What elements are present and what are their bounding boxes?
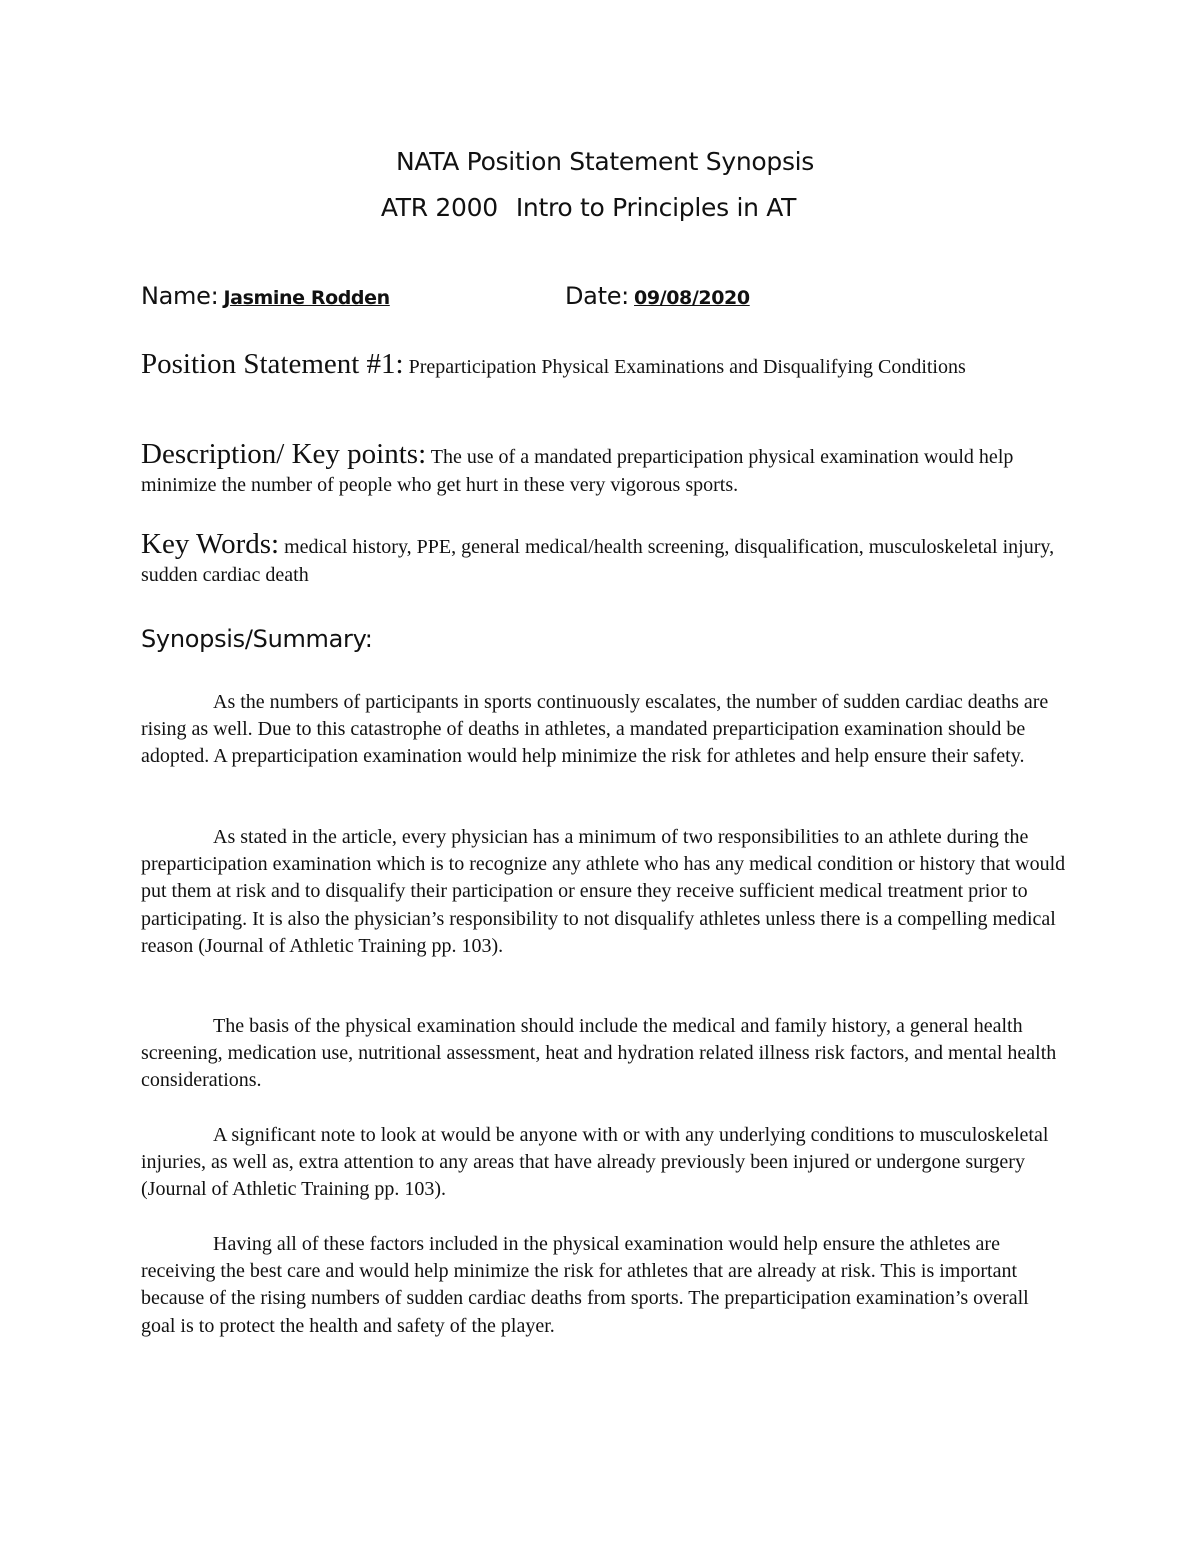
course-name: Intro to Principles in AT xyxy=(515,193,797,222)
key-words-label: Key Words: xyxy=(141,528,280,560)
name-label: Name: xyxy=(141,282,219,310)
synopsis-heading: Synopsis/Summary: xyxy=(141,625,373,653)
synopsis-paragraph: As the numbers of participants in sports continuously escalates, the number of sudden cardiac deaths are rising as well. Due to this catastrophe of deaths in athletes, a mandated preparticipation examination should be adopted. A preparticipation examination would help minimize the risk for athletes and help ensure their safety. xyxy=(141,691,1049,768)
description-label: Description/ Key points: xyxy=(141,438,427,470)
synopsis-paragraph: Having all of these factors included in the physical examination would help ensure the athletes are receiving the best care and would help minimize the risk for athletes that are already at risk. This is important because of the rising numbers of sudden cardiac deaths from sports. The preparticipation examination’s overall goal is to protect the health and safety of the player. xyxy=(141,1233,1029,1337)
synopsis-paragraph: As stated in the article, every physician has a minimum of two responsibilities to an athlete during the preparticipation examination which is to recognize any athlete who has any medical condition or history that would put them at risk and to disqualify their participation or ensure they receive sufficient medical treatment prior to participating. It is also the physician’s responsibility to not disqualify athletes unless there is a compelling medical reason (Journal of Athletic Training pp. 103). xyxy=(141,826,1066,957)
synopsis-paragraph: The basis of the physical examination should include the medical and family history, a general health screening, medication use, nutritional assessment, heat and hydration related illness risk factors, and mental health considerations. xyxy=(141,1015,1057,1092)
position-statement-section xyxy=(141,350,1061,381)
position-statement-text: Preparticipation Physical Examinations and Disqualifying Conditions xyxy=(408,356,966,378)
position-statement-label: Position Statement #1: xyxy=(141,348,404,380)
description-text: The use of a mandated preparticipation physical examination would help minimize the number of people who get hurt in these very vigorous sports. xyxy=(141,446,1014,496)
date-label: Date: xyxy=(565,282,629,310)
date-field xyxy=(565,282,750,310)
key-words-text: medical history, PPE, general medical/health screening, disqualification, musculoskeletal injury, sudden cardiac death xyxy=(141,536,1055,586)
date-value: 09/08/2020 xyxy=(634,287,750,309)
course-code: ATR 2000 xyxy=(380,193,498,222)
description-section xyxy=(141,440,1061,499)
course-line xyxy=(0,193,1200,222)
name-value: Jasmine Rodden xyxy=(223,287,390,309)
document-title-line xyxy=(0,147,1200,176)
synopsis-paragraph: A significant note to look at would be anyone with or with any underlying conditions to musculoskeletal injuries, as well as, extra attention to any areas that have already previously been injured or undergone surgery (Journal of Athletic Training pp. 103). xyxy=(141,1124,1049,1201)
name-field xyxy=(141,282,390,310)
key-words-section xyxy=(141,530,1061,589)
course-info xyxy=(381,193,796,222)
document-title: NATA Position Statement Synopsis xyxy=(395,147,815,176)
